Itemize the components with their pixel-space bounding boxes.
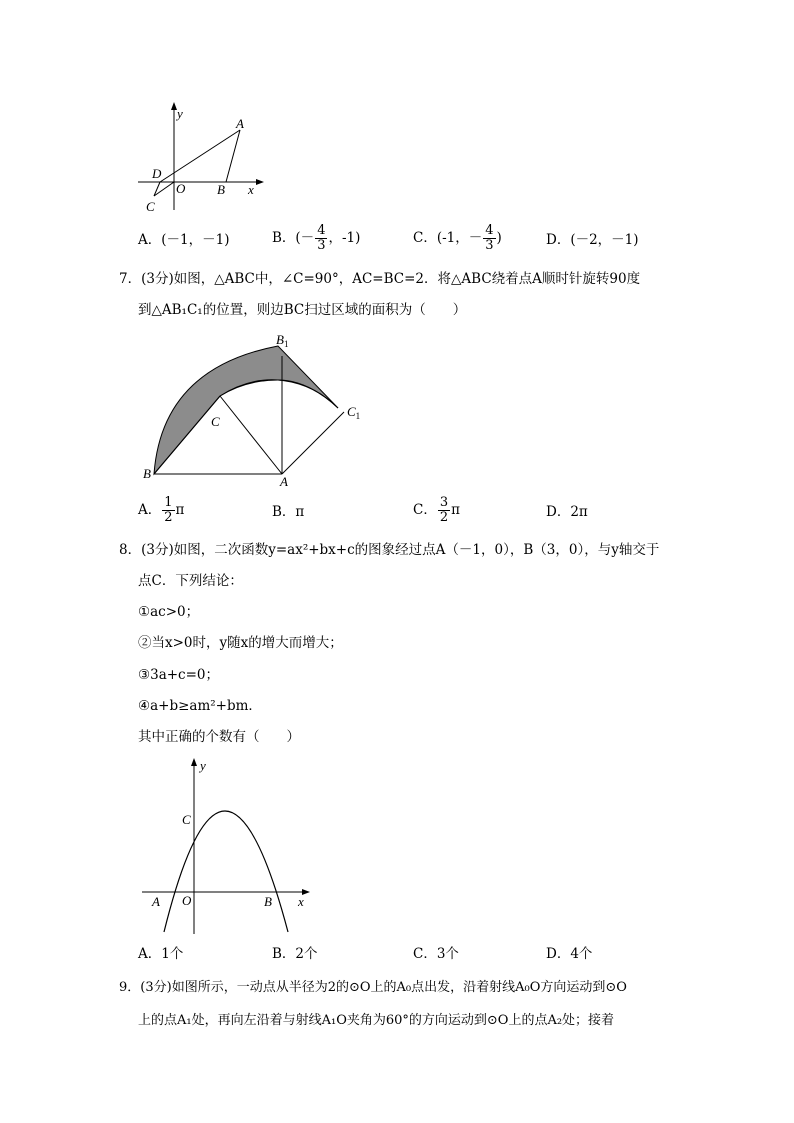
q7-score: (3分) (141, 271, 174, 287)
q7-option-d: D．2π (546, 504, 588, 520)
q8-label-x: x (298, 894, 304, 909)
q8-conclusion-4: ④a+b≥am²+bm． (138, 698, 262, 714)
q8-score: (3分) (141, 542, 174, 558)
q6-option-c (413, 224, 502, 253)
q8-option-c: C．3个 (413, 946, 459, 962)
q7-option-a (138, 496, 184, 525)
q9-text-line1: 如图所示，一动点从半径为2的⊙O上的A₀点出发，沿着射线A₀O方向运动到⊙O (171, 980, 627, 995)
q8-option-b: B．2个 (272, 946, 318, 962)
q7-label-A: A (280, 474, 288, 488)
q6-figure (130, 98, 270, 216)
q6-option-b-denominator: 3 (317, 238, 326, 253)
q7-option-c-prefix: C． (413, 502, 437, 518)
q9-number: 9． (119, 980, 141, 995)
fig6-label-O: O (176, 181, 186, 196)
q7-option-c-denominator: 2 (439, 510, 449, 525)
q6-option-b (272, 224, 360, 253)
q7-label-C: C (211, 414, 220, 429)
q8-option-d: D．4个 (546, 946, 593, 962)
fig6-label-C: C (146, 199, 155, 214)
q6-option-b-fraction (315, 224, 327, 253)
q9-line2: 上的点A₁处，再向左沿着与射线A₁O夹角为60°的方向运动到⊙O上的点A₂处；接着 (138, 1013, 615, 1028)
q7-option-a-denominator: 2 (164, 510, 173, 525)
q6-option-b-prefix: B．(－ (272, 230, 315, 246)
q7-option-c-numerator: 3 (439, 495, 449, 510)
q7-label-C1: $C_1$ (347, 404, 361, 421)
q8-number: 8． (119, 542, 142, 558)
q8-label-y: y (200, 758, 206, 773)
q7-option-c-suffix: π (451, 502, 460, 518)
q8-question: 其中正确的个数有（ ） (138, 729, 300, 745)
q6-option-b-numerator: 4 (317, 223, 326, 238)
q6-option-c-prefix: C．(-1，－ (413, 230, 483, 246)
q6-option-b-suffix: ，-1) (328, 230, 361, 246)
q8-parabola (164, 811, 288, 932)
q6-option-a: A．(－1，－1) (138, 232, 230, 248)
q8-line2: 点C．下列结论： (138, 573, 243, 589)
q6-option-c-suffix: ) (496, 230, 502, 246)
q6-option-c-numerator: 4 (485, 223, 494, 238)
q7-option-a-numerator: 1 (164, 495, 173, 510)
q7-label-B1: $B_1$ (276, 332, 289, 349)
q7-option-c-fraction (438, 496, 450, 525)
q9-score: (3分) (140, 980, 172, 995)
q7-number: 7． (119, 271, 142, 287)
q8-conclusion-3: ③3a+c=0； (138, 667, 220, 683)
fig6-label-x: x (248, 182, 254, 197)
fig6-label-y: y (177, 106, 183, 121)
fig6-label-A: A (236, 116, 244, 131)
fig6-label-B: B (217, 182, 225, 197)
q7-label-B: B (143, 466, 151, 481)
q8-line1 (119, 541, 659, 559)
q8-label-B: B (264, 894, 272, 909)
q7-option-b: B．π (272, 504, 305, 520)
q6-option-c-fraction (483, 224, 495, 253)
q6-option-c-denominator: 3 (485, 238, 494, 253)
q7-figure (138, 328, 374, 488)
q8-text-line1: 如图，二次函数y=ax²+bx+c的图象经过点A（－1，0），B（3，0），与y轴交于 (173, 542, 660, 558)
q7-text-line1: 如图，△ABC中，∠C=90°，AC=BC=2．将△ABC绕着点A顺时针旋转90度 (173, 271, 641, 287)
q8-conclusion-1: ①ac>0； (138, 604, 200, 620)
q7-line2: 到△AB₁C₁的位置，则边BC扫过区域的面积为（ ） (138, 302, 467, 318)
q7-line1 (119, 270, 640, 288)
fig6-label-D: D (152, 166, 162, 181)
q8-figure (138, 754, 314, 936)
q7-option-a-fraction (162, 496, 174, 525)
q7-option-a-suffix: π (175, 502, 185, 518)
q8-label-A: A (152, 894, 160, 909)
q7-option-c (413, 496, 460, 525)
q9-line1 (119, 979, 627, 997)
q8-label-O: O (182, 893, 192, 908)
q7-option-a-prefix: A． (138, 502, 162, 518)
q6-option-d: D．(－2，－1) (546, 232, 639, 248)
q8-label-C: C (182, 812, 191, 827)
q8-conclusion-2: ②当x>0时，y随x的增大而增大； (138, 635, 343, 651)
q8-option-a: A．1个 (138, 946, 184, 962)
